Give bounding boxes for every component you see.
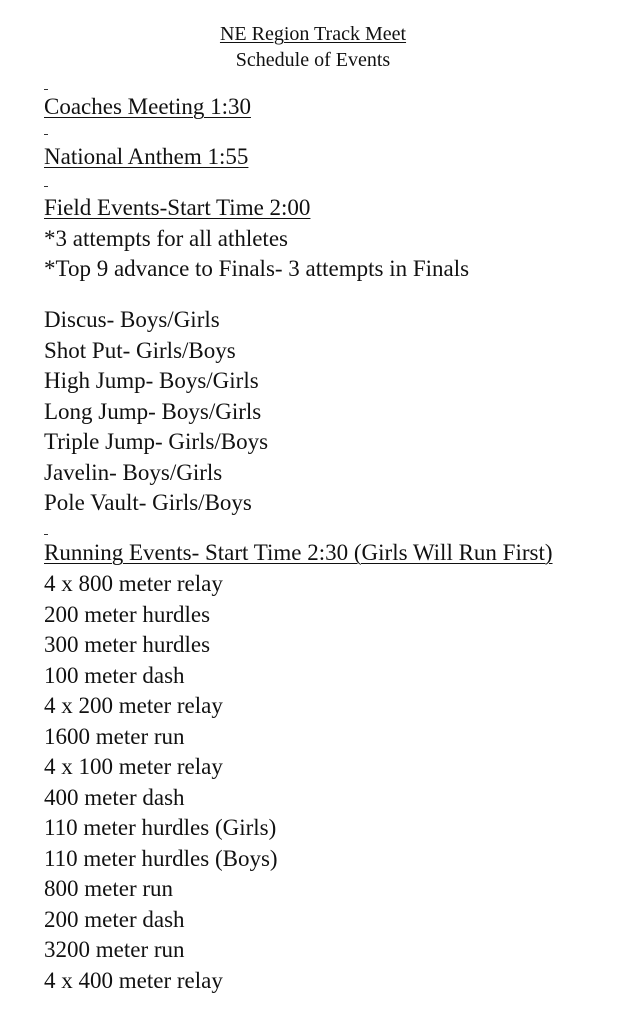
list-item: 4 x 400 meter relay xyxy=(44,967,223,993)
list-item: 400 meter dash xyxy=(44,784,185,810)
coaches-meeting-heading: Coaches Meeting 1:30 xyxy=(44,94,251,119)
list-item: 200 meter hurdles xyxy=(44,601,211,627)
list-item: Shot Put- Girls/Boys xyxy=(44,337,236,363)
list-item: Triple Jump- Girls/Boys xyxy=(44,429,269,454)
running-events-heading: Running Events- Start Time 2:30 (Girls Will Run First) xyxy=(44,540,553,565)
dash-mark xyxy=(44,134,48,135)
dash-mark xyxy=(44,534,48,535)
list-item: 100 meter dash xyxy=(44,662,185,688)
dash-mark xyxy=(44,186,48,187)
list-item: 4 x 800 meter relay xyxy=(44,571,223,596)
list-item: Long Jump- Boys/Girls xyxy=(44,398,262,424)
list-item: 110 meter hurdles (Girls) xyxy=(44,815,277,840)
list-item: 4 x 100 meter relay xyxy=(44,754,223,779)
list-item: 3200 meter run xyxy=(44,937,185,962)
document-subtitle: Schedule of Events xyxy=(235,49,391,71)
list-item: Discus- Boys/Girls xyxy=(44,307,220,332)
national-anthem-heading: National Anthem 1:55 xyxy=(44,144,249,169)
list-item: Pole Vault- Girls/Boys xyxy=(44,490,252,515)
document-title: NE Region Track Meet xyxy=(219,23,407,45)
list-item: 1600 meter run xyxy=(44,723,185,749)
list-item: High Jump- Boys/Girls xyxy=(44,368,259,393)
list-item: 300 meter hurdles xyxy=(44,632,211,657)
field-note: *3 attempts for all athletes xyxy=(44,226,288,251)
list-item: 110 meter hurdles (Boys) xyxy=(44,845,278,871)
running-events-list xyxy=(44,569,278,996)
field-note: *Top 9 advance to Finals- 3 attempts in Finals xyxy=(44,256,470,281)
field-events-list xyxy=(44,305,268,519)
list-item: 200 meter dash xyxy=(44,906,185,932)
list-item: 800 meter run xyxy=(44,876,174,901)
field-events-heading: Field Events-Start Time 2:00 xyxy=(44,195,311,220)
list-item: 4 x 200 meter relay xyxy=(44,693,223,718)
dash-mark xyxy=(44,89,48,90)
list-item: Javelin- Boys/Girls xyxy=(44,459,223,485)
